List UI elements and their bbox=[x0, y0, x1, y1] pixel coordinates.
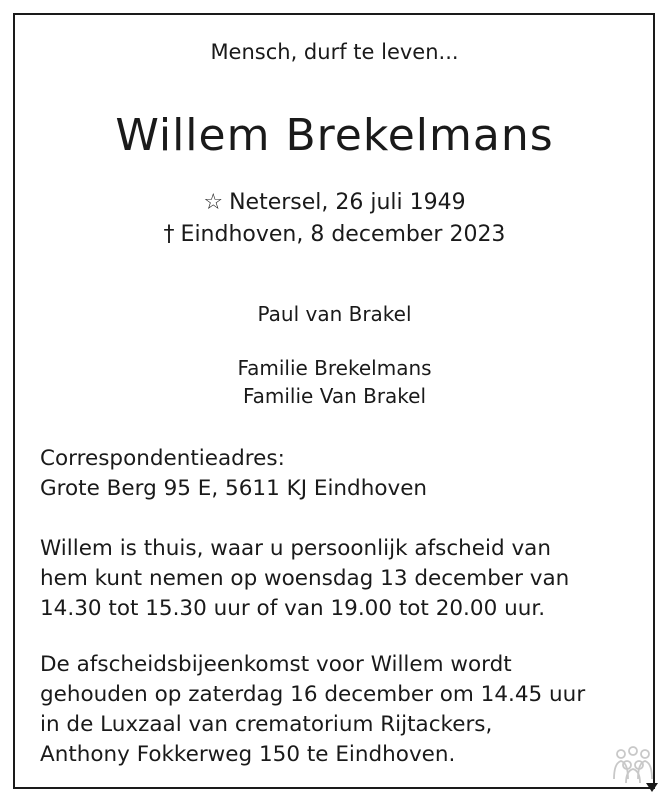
visitation-paragraph bbox=[40, 534, 630, 624]
correspondence-address: Grote Berg 95 E, 5611 KJ Eindhoven bbox=[40, 476, 428, 501]
death-text: Eindhoven, 8 december 2023 bbox=[180, 222, 506, 247]
birth-text: Netersel, 26 juli 1949 bbox=[229, 190, 466, 215]
paragraph-line: De afscheidsbijeenkomst voor Willem wordt bbox=[40, 652, 512, 677]
family-name: Familie Brekelmans bbox=[237, 356, 432, 380]
paragraph-line: gehouden op zaterdag 16 december om 14.45 uur bbox=[40, 682, 586, 707]
farewell-paragraph bbox=[40, 650, 630, 770]
paragraph-line: Anthony Fokkerweg 150 te Eindhoven. bbox=[40, 742, 456, 767]
death-line bbox=[0, 222, 669, 247]
scroll-down-arrow-icon[interactable] bbox=[645, 780, 659, 794]
paragraph-line: hem kunt nemen op woensdag 13 december van bbox=[40, 566, 570, 591]
correspondence-block bbox=[40, 444, 630, 504]
paragraph-line: in de Luxzaal van crematorium Rijtackers, bbox=[40, 712, 493, 737]
deceased-name: Willem Brekelmans bbox=[115, 110, 554, 161]
cross-icon: † bbox=[163, 222, 175, 247]
survivor-name: Paul van Brakel bbox=[257, 302, 412, 326]
star-icon: ☆ bbox=[203, 190, 224, 215]
motto-text: Mensch, durf te leven... bbox=[210, 40, 459, 64]
family-name: Familie Van Brakel bbox=[242, 384, 427, 408]
birth-line bbox=[0, 190, 669, 215]
correspondence-label: Correspondentieadres: bbox=[40, 446, 285, 471]
paragraph-line: Willem is thuis, waar u persoonlijk afscheid van bbox=[40, 536, 551, 561]
paragraph-line: 14.30 tot 15.30 uur of van 19.00 tot 20.00 uur. bbox=[40, 596, 546, 621]
